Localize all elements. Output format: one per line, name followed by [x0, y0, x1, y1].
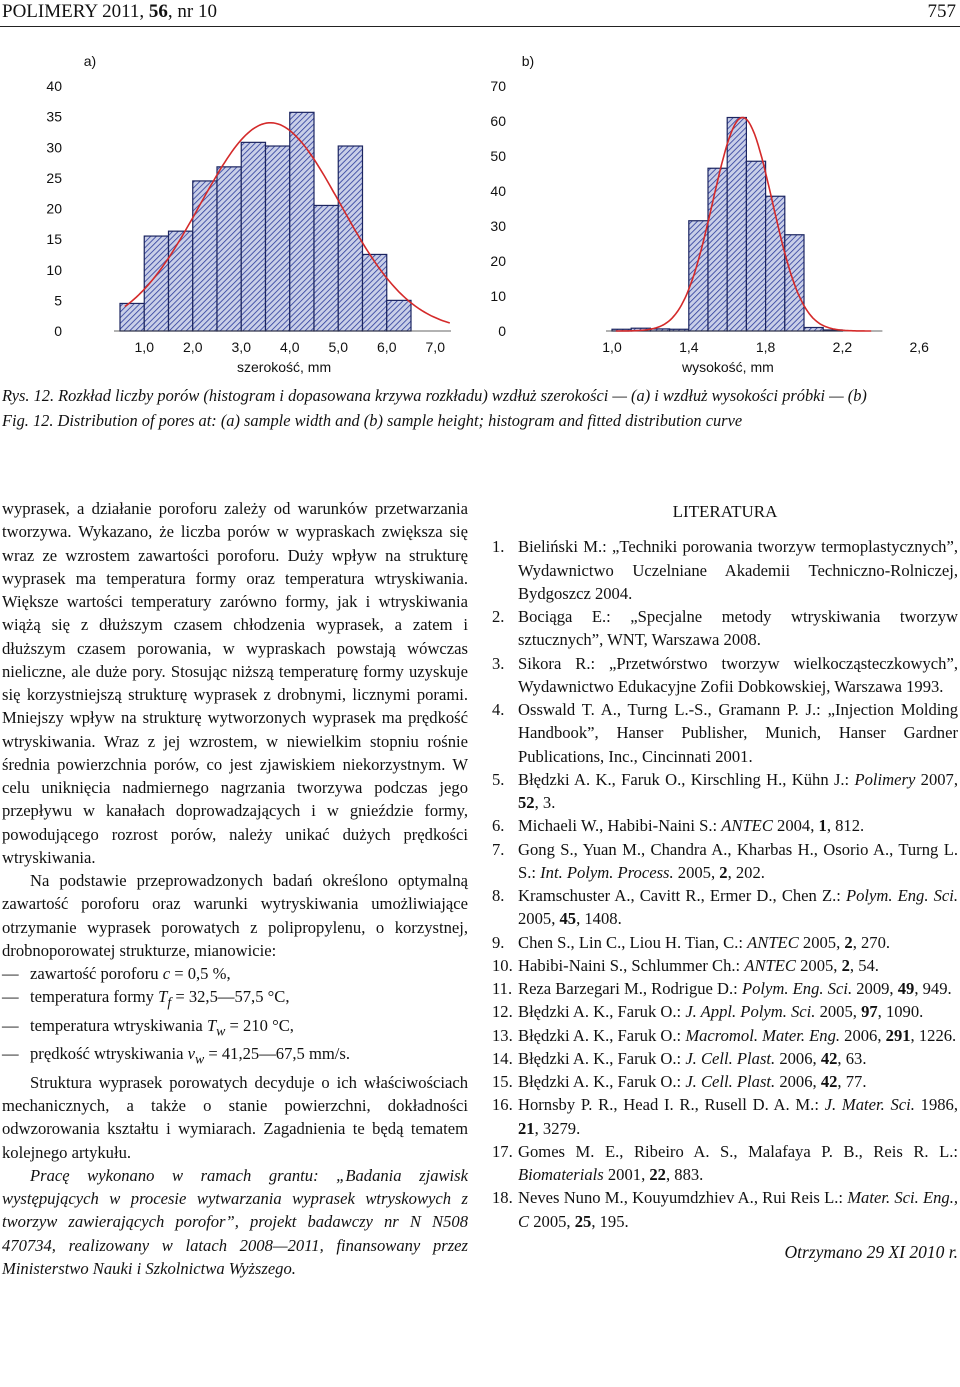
- x-axis-label-a: szerokość, mm: [237, 359, 332, 375]
- x-tick-label: 7,0: [425, 339, 445, 355]
- panel-label: a): [83, 53, 97, 69]
- reference-authors: Błędzki A. K., Faruk O.:: [518, 1002, 686, 1022]
- reference-number: 17.: [492, 1141, 513, 1161]
- histogram-bar: [193, 181, 217, 331]
- y-tick-label: 35: [46, 108, 62, 125]
- reference-pages: , 77.: [837, 1072, 867, 1091]
- y-tick-label: 20: [490, 253, 506, 269]
- journal-title: Biomaterials: [518, 1165, 604, 1184]
- reference-pages: , 202.: [727, 862, 765, 882]
- volume: 52: [518, 793, 535, 812]
- references-list: [492, 535, 958, 1233]
- journal-title: ANTEC: [744, 955, 796, 975]
- reference-authors: Bociąga E.: „Specjalne metody wtryskiwania tworzyw sztucznych”, WNT, Warszawa 2008.: [518, 607, 958, 650]
- reference-text: [518, 768, 958, 815]
- x-tick-label: 1,4: [679, 339, 699, 355]
- reference-item: [492, 535, 958, 605]
- chart-a: [46, 53, 451, 355]
- histogram-bar: [314, 205, 338, 331]
- dash-marker: —: [2, 1015, 19, 1035]
- paragraph-1: wyprasek, a działanie poroforu zależy od warunków przetwarzania tworzywa. Wykazano, że liczba porów w wypraskach zwiększa się wraz ze wzrostem zawartości poroforu. Duży wpływ na strukturę wyprasek ma temperatura formy oraz temperatura wtryskiwania. Większe wartości temperatury zarówno formy, jak i wtryskiwania wiążą się z dłuższym czasem chłodzenia wyprasek, a zatem i dłuższym czasem porowania, w wypraskach powstają wówczas nieliczne, ale duże pory. Stosując niższą temperaturę formy uzyskuje się korzystniejszą strukturę wyprasek z drobnymi, licznymi porami. Mniejszy wpływ na strukturę wytworzonych wyprasek ma prędkość wtryskiwania. Wraz z jej wzrostem, w niewielkim stopniu rośnie średnia powierzchnia porów, co jest zjawiskiem niekorzystnym. W celu uniknięcia nadmiernego nagrzania tworzywa podczas jego przepływu w kanałach doprowadzających i w gnieździe formy, powodującego rozrost porów, należy unikać dużych prędkości wtryskiwania.: [2, 499, 468, 867]
- reference-pages: , 54.: [849, 955, 879, 975]
- reference-authors: Gong S., Yuan M., Chandra A., Kharbas H., Osorio A., Turng L. S.:: [518, 839, 958, 882]
- journal-title: Macromol. Mater. Eng.: [685, 1025, 841, 1045]
- reference-number: 14.: [492, 1048, 513, 1068]
- reference-item: [492, 1140, 958, 1187]
- condition-item: [2, 1042, 468, 1071]
- volume: 42: [820, 1072, 838, 1091]
- volume: 45: [559, 909, 577, 929]
- volume: 97: [861, 1002, 878, 1022]
- reference-number: 16.: [492, 1095, 513, 1115]
- reference-text: [518, 884, 958, 931]
- journal-title: J. Mater. Sci.: [824, 1095, 915, 1115]
- reference-pages: , 1090.: [877, 1002, 924, 1022]
- y-tick-label: 70: [490, 78, 506, 94]
- reference-authors: Błędzki A. K., Faruk O.:: [518, 1025, 686, 1045]
- histogram-bar: [363, 254, 387, 331]
- reference-authors: Osswald T. A., Turng L.-S., Gramann P. J.: „Injection Molding Handbook”, Hanser Publisher, Munich, Hanser Gardner Publications, Inc., Cincinnati 2001.: [518, 700, 958, 766]
- reference-text: [518, 652, 958, 699]
- reference-text: [518, 814, 958, 837]
- reference-authors: Bieliński M.: „Techniki porowania tworzyw termoplastycznych”, Wydawnictwo Uczelniane Akademii Techniczno-Rolniczej, Bydgoszcz 2004.: [518, 537, 958, 603]
- reference-text: [518, 698, 958, 768]
- histogram-bar: [217, 167, 241, 331]
- reference-number: 11.: [492, 979, 513, 998]
- x-tick-label: 1,0: [134, 339, 154, 355]
- reference-item: [492, 838, 958, 885]
- volume: 42: [820, 1048, 838, 1068]
- reference-authors: Sikora R.: „Przetwórstwo tworzyw wielkocząsteczkowych”, Wydawnictwo Edukacyjne Zofii Dobkowskiej, Warszawa 1993.: [518, 653, 958, 696]
- y-tick-label: 15: [46, 231, 62, 248]
- reference-authors: Błędzki A. K., Faruk O.:: [518, 1072, 686, 1091]
- reference-item: [492, 768, 958, 815]
- references-column: [492, 500, 958, 1264]
- issue-number: , nr 10: [167, 1, 217, 22]
- reference-item: [492, 1093, 958, 1140]
- histogram-bar: [708, 168, 727, 331]
- histogram-bar: [266, 146, 290, 331]
- reference-number: 8.: [492, 886, 505, 905]
- volume-number: 56: [148, 1, 168, 22]
- journal-citation: [2, 1, 217, 23]
- condition-value: = 32,5—57,5 °C,: [171, 987, 290, 1007]
- journal-title: Polym. Eng. Sci.: [845, 886, 959, 905]
- reference-item: [492, 931, 958, 954]
- reference-year: 1986,: [914, 1095, 959, 1115]
- reference-text: [518, 977, 958, 1000]
- symbol: T: [206, 1015, 217, 1035]
- symbol-subscript: w: [216, 1023, 226, 1039]
- volume: 22: [649, 1165, 666, 1184]
- x-tick-label: 6,0: [377, 339, 397, 355]
- dash-marker: —: [2, 1044, 19, 1064]
- condition-label: zawartość poroforu: [30, 964, 163, 983]
- reference-pages: , 3.: [534, 793, 556, 812]
- histogram-figure: [0, 30, 960, 355]
- reference-year: 2004,: [772, 816, 819, 836]
- reference-year: 2009,: [852, 979, 898, 998]
- reference-year: 2005,: [518, 909, 560, 929]
- journal-name: POLIMERY 2011,: [2, 1, 149, 22]
- reference-number: 18.: [492, 1188, 513, 1208]
- reference-number: 6.: [492, 816, 505, 836]
- journal-title: Polym. Eng. Sci.: [741, 979, 853, 998]
- volume: 2: [841, 955, 850, 975]
- received-date: Otrzymano 29 XI 2010 r.: [784, 1241, 958, 1262]
- reference-number: 15.: [492, 1072, 513, 1091]
- reference-authors: Habibi-Naini S., Schlummer Ch.:: [518, 955, 745, 975]
- header-rule: [0, 26, 960, 27]
- reference-year: 2005,: [529, 1211, 575, 1231]
- x-axis-label-b: wysokość, mm: [682, 359, 774, 375]
- x-tick-label: 2,6: [909, 339, 929, 355]
- reference-number: 4.: [492, 700, 505, 719]
- y-tick-label: 40: [490, 183, 506, 199]
- journal-title: J. Cell. Plast.: [685, 1072, 776, 1091]
- x-tick-label: 5,0: [328, 339, 348, 355]
- caption-english: Fig. 12. Distribution of pores at: (a) sample width and (b) sample height; histogram and fitted distribution curve: [2, 411, 743, 430]
- condition-label: temperatura wtryskiwania: [30, 1015, 207, 1035]
- reference-item: [492, 1186, 958, 1233]
- reference-pages: , 1226.: [910, 1025, 957, 1045]
- panel-label: b): [521, 53, 535, 69]
- histogram-bar: [120, 303, 144, 331]
- histogram-bar: [387, 300, 411, 331]
- condition-label: temperatura formy: [30, 987, 159, 1007]
- reference-authors: Neves Nuno M., Kouyumdzhiev A., Rui Reis L.:: [518, 1188, 848, 1208]
- symbol-subscript: f: [167, 994, 172, 1010]
- symbol-subscript: w: [194, 1051, 205, 1067]
- y-tick-label: 60: [490, 113, 506, 129]
- reference-number: 13.: [492, 1025, 513, 1045]
- condition-label: prędkość wtryskiwania: [30, 1044, 188, 1064]
- reference-pages: , 1408.: [576, 909, 622, 929]
- y-tick-label: 50: [490, 148, 506, 164]
- condition-value: = 210 °C,: [225, 1015, 294, 1035]
- reference-number: 2.: [492, 607, 505, 626]
- x-tick-label: 3,0: [231, 339, 251, 355]
- x-tick-label: 1,0: [602, 339, 622, 355]
- reference-year: 2007,: [915, 769, 958, 789]
- reference-text: [518, 1000, 958, 1023]
- reference-item: [492, 954, 958, 977]
- reference-year: 2005,: [815, 1002, 862, 1022]
- journal-title: ANTEC: [747, 932, 799, 952]
- reference-number: 12.: [492, 1002, 513, 1022]
- reference-authors: Błędzki A. K., Faruk O., Kirschling H., Kühn J.:: [518, 769, 855, 789]
- reference-text: [518, 1024, 958, 1047]
- journal-title: Mater. Sci. Eng., C: [518, 1188, 958, 1231]
- reference-number: 5.: [492, 769, 505, 789]
- reference-item: [492, 1047, 958, 1070]
- y-tick-label: 25: [46, 169, 62, 186]
- reference-item: [492, 1024, 958, 1047]
- reference-item: [492, 605, 958, 652]
- y-tick-label: 20: [46, 200, 62, 217]
- reference-item: [492, 884, 958, 931]
- journal-title: Polimery: [854, 769, 916, 789]
- reference-text: [518, 838, 958, 885]
- reference-pages: , 883.: [665, 1165, 704, 1184]
- x-tick-label: 2,0: [183, 339, 203, 355]
- reference-item: [492, 698, 958, 768]
- reference-year: 2006,: [840, 1025, 886, 1045]
- reference-authors: Reza Barzegari M., Rodrigue D.:: [518, 979, 742, 998]
- reference-number: 3.: [492, 653, 505, 673]
- condition-value: = 41,25—67,5 mm/s.: [204, 1044, 351, 1064]
- page-header: [0, 0, 960, 26]
- reference-authors: Kramschuster A., Cavitt R., Ermer D., Chen Z.:: [518, 886, 846, 905]
- volume: 49: [897, 979, 915, 998]
- reference-year: 2006,: [775, 1048, 821, 1068]
- histogram-bar: [727, 118, 746, 332]
- x-tick-label: 2,2: [832, 339, 853, 355]
- condition-item: [2, 962, 468, 985]
- journal-title: J. Cell. Plast.: [685, 1048, 776, 1068]
- caption-polish: Rys. 12. Rozkład liczby porów (histogram i dopasowana krzywa rozkładu) wzdłuż szerokości — (a) i wzdłuż wysokości próbki — (b): [2, 386, 867, 405]
- reference-item: [492, 1070, 958, 1093]
- volume: 2: [719, 862, 728, 882]
- reference-text: [518, 605, 958, 652]
- dash-marker: —: [2, 964, 19, 983]
- reference-item: [492, 814, 958, 837]
- reference-pages: , 949.: [914, 979, 952, 998]
- paragraph-2: Na podstawie przeprowadzonych badań określono optymalną zawartość poroforu oraz warunki wytryskiwania umożliwiające otrzymanie wyprasek porowatych z polipropylenu, o korzystnej, drobnoporowatej strukturze, mianowicie:: [2, 871, 468, 960]
- y-tick-label: 10: [490, 288, 506, 304]
- condition-value: = 0,5 %,: [170, 964, 231, 983]
- reference-number: 9.: [492, 932, 505, 952]
- reference-pages: , 3279.: [534, 1118, 581, 1138]
- reference-year: 2006,: [775, 1072, 821, 1091]
- x-tick-label: 1,8: [755, 339, 776, 355]
- y-tick-label: 0: [498, 323, 506, 339]
- reference-text: [518, 1140, 958, 1187]
- y-tick-label: 30: [46, 139, 62, 156]
- volume: 2: [844, 932, 853, 952]
- acknowledgement: Pracę wykonano w ramach grantu: „Badania zjawisk występujących w procesie wytwarzania wyprasek wtryskowych z tworzyw zawierających porofor”, projekt badawczy nr N N508 470734, realizowany w latach 2008—2011, finansowany przez Ministerstwo Nauki i Szkolnictwa Wyższego.: [2, 1165, 468, 1278]
- condition-item: [2, 1014, 468, 1043]
- journal-title: J. Appl. Polym. Sci.: [685, 1002, 816, 1022]
- y-tick-label: 5: [54, 292, 62, 309]
- histogram-bar: [746, 161, 765, 331]
- reference-year: 2005,: [795, 955, 842, 975]
- histogram-bar: [804, 328, 823, 332]
- dash-marker: —: [2, 987, 19, 1007]
- x-tick-label: 4,0: [280, 339, 300, 355]
- histogram-bar: [338, 146, 362, 331]
- reference-pages: , 63.: [837, 1048, 867, 1068]
- symbol: v: [187, 1044, 195, 1064]
- reference-text: [518, 1070, 958, 1093]
- volume: 1: [818, 816, 827, 836]
- symbol: c: [162, 964, 171, 983]
- reference-text: [518, 535, 958, 605]
- reference-text: [518, 1186, 958, 1233]
- histogram-bar: [169, 231, 193, 331]
- reference-number: 1.: [492, 537, 505, 557]
- reference-authors: Hornsby P. R., Head I. R., Rusell D. A. M.:: [518, 1095, 825, 1115]
- y-tick-label: 10: [46, 261, 62, 278]
- volume: 21: [518, 1118, 535, 1138]
- journal-title: ANTEC: [721, 816, 773, 836]
- histogram-bar: [144, 236, 168, 331]
- reference-text: [518, 1093, 958, 1140]
- journal-title: Int. Polym. Process.: [540, 862, 674, 882]
- reference-pages: , 195.: [591, 1211, 629, 1231]
- references-title: LITERATURA: [672, 502, 778, 521]
- reference-item: [492, 652, 958, 699]
- reference-pages: , 270.: [852, 932, 891, 952]
- reference-number: 10.: [492, 955, 513, 975]
- reference-authors: Błędzki A. K., Faruk O.:: [518, 1048, 686, 1068]
- page-number: 757: [927, 1, 956, 22]
- reference-authors: Michaeli W., Habibi-Naini S.:: [518, 816, 722, 836]
- reference-year: 2005,: [798, 932, 845, 952]
- y-tick-label: 40: [46, 78, 62, 94]
- reference-text: [518, 931, 958, 954]
- reference-year: 2001,: [603, 1165, 650, 1184]
- reference-item: [492, 1000, 958, 1023]
- histogram-bar: [290, 112, 314, 331]
- reference-authors: Chen S., Lin C., Liou H. Tian, C.:: [518, 932, 748, 952]
- reference-year: 2005,: [673, 862, 720, 882]
- body-text-column: [2, 497, 468, 1280]
- volume: 291: [885, 1025, 911, 1045]
- paragraph-3: Struktura wyprasek porowatych decyduje o ich właściwościach mechanicznych, a także o stanie powierzchni, dokładności odwzorowania kształtu i wymiarach. Zagadnienia te będą tematem kolejnego artykułu.: [2, 1072, 468, 1162]
- reference-text: [518, 1047, 958, 1070]
- volume: 25: [574, 1211, 592, 1231]
- reference-pages: , 812.: [826, 816, 865, 836]
- reference-number: 7.: [492, 839, 505, 859]
- y-tick-label: 0: [54, 323, 62, 339]
- reference-authors: Gomes M. E., Ribeiro A. S., Malafaya P. B., Reis R. L.:: [518, 1141, 958, 1161]
- reference-item: [492, 977, 958, 1000]
- reference-text: [518, 954, 958, 977]
- histogram-bar: [241, 142, 265, 331]
- y-tick-label: 30: [490, 218, 506, 234]
- condition-item: [2, 985, 468, 1014]
- symbol: T: [158, 987, 168, 1007]
- chart-b: [490, 53, 929, 355]
